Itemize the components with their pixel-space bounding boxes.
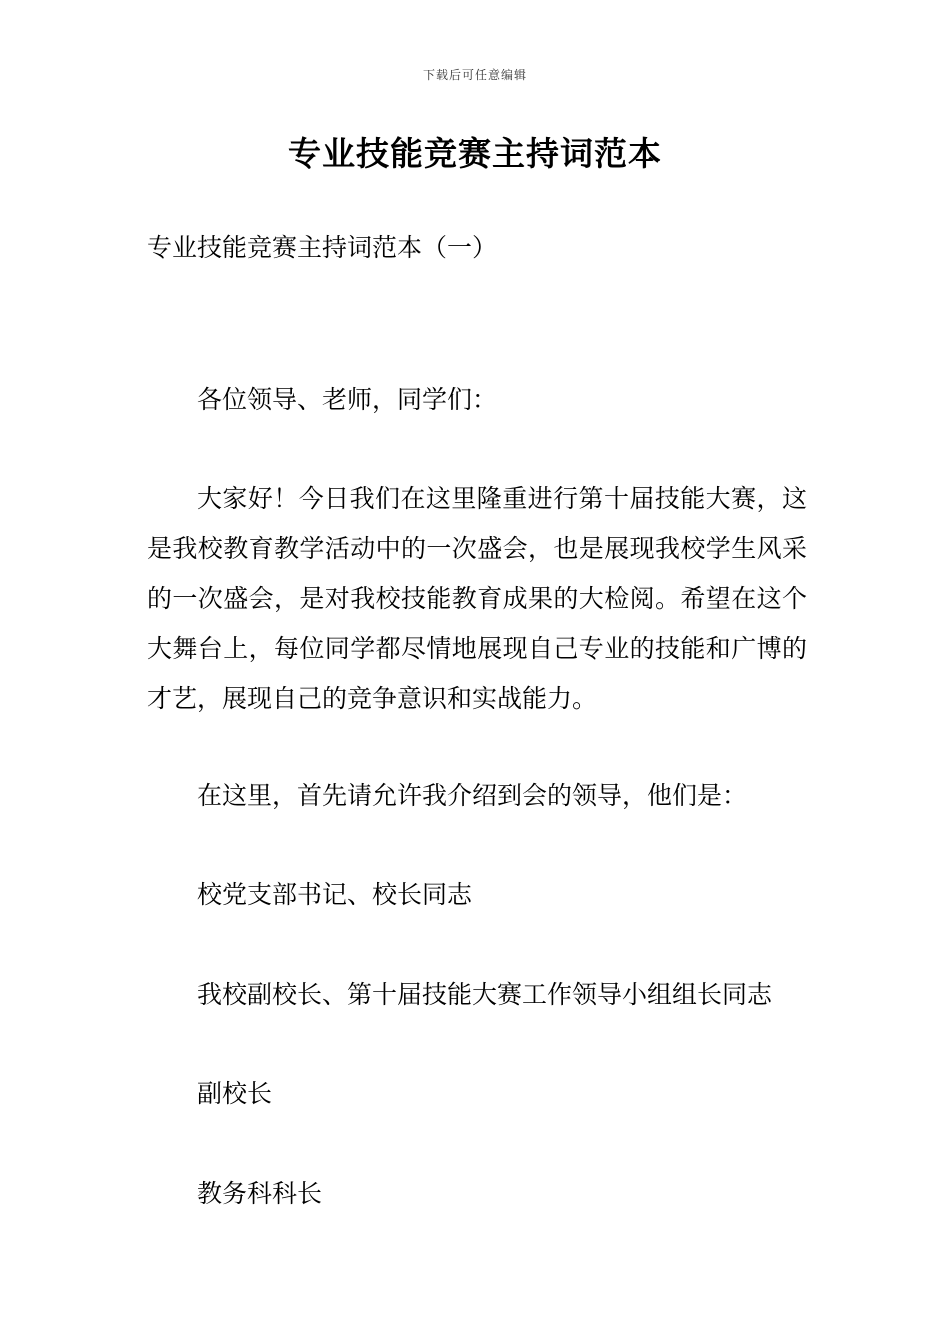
leader-item: 校党支部书记、校长同志 [197,880,473,909]
leader-item: 我校副校长、第十届技能大赛工作领导小组组长同志 [197,980,773,1009]
paragraph-opening: 大家好！今日我们在这里隆重进行第十届技能大赛，这是我校教育教学活动中的一次盛会，也是展现我校学生风采的一次盛会，是对我校技能教育成果的大检阅。希望在这个大舞台上，每位同学都尽情地展现自己专业的技能和广博的才艺，展现自己的竞争意识和实战能力。 [147,484,807,713]
header-note: 下载后可任意编辑 [422,68,527,82]
leader-item: 副校长 [197,1079,273,1108]
intro-line: 在这里，首先请允许我介绍到会的领导，他们是： [197,781,748,810]
leader-item: 教务科科长 [197,1179,323,1208]
greeting: 各位领导、老师，同学们： [197,385,498,414]
document-subtitle: 专业技能竞赛主持词范本（一） [147,233,498,262]
document-title: 专业技能竞赛主持词范本 [288,134,662,173]
